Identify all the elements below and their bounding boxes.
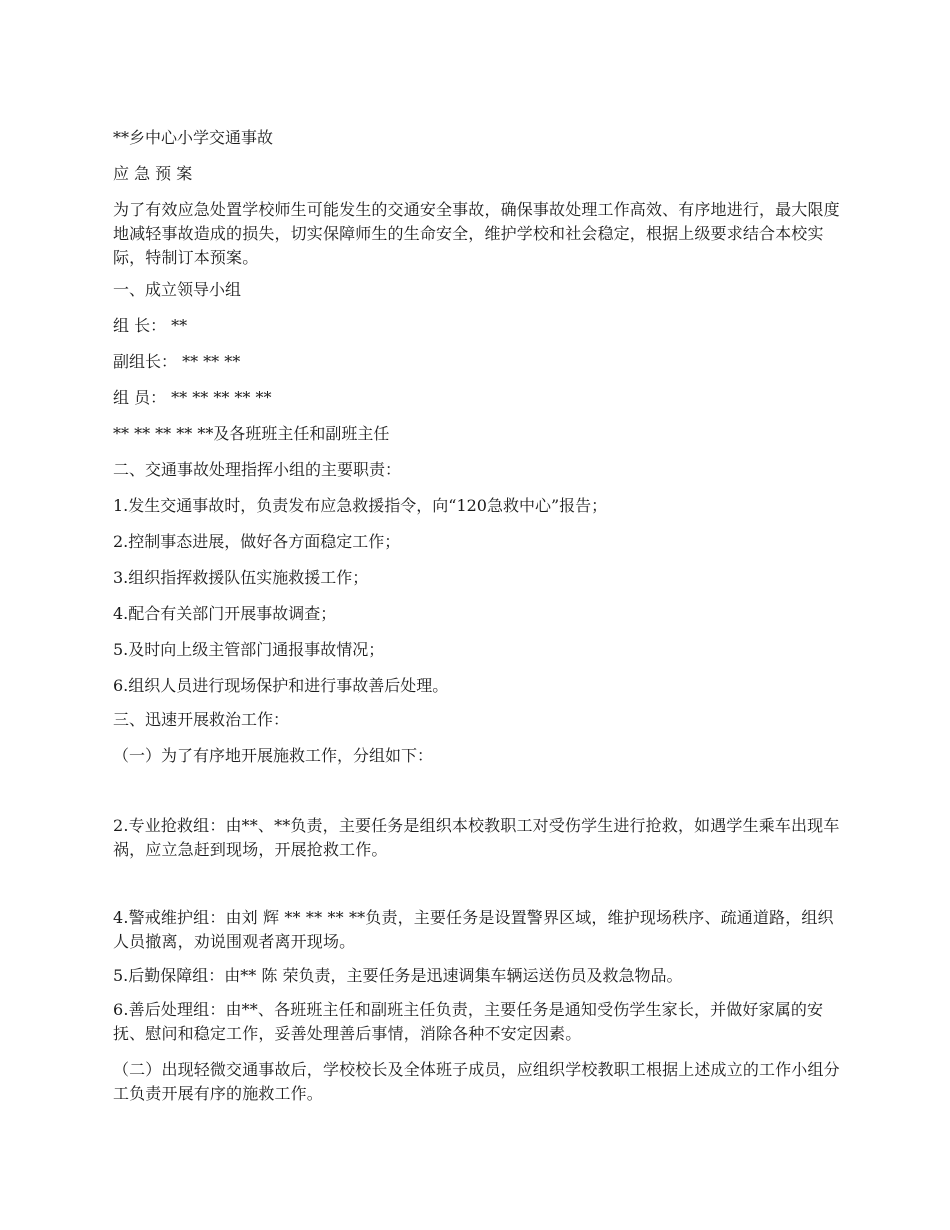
subsection2-paragraph: （二）出现轻微交通事故后，学校校长及全体班子成员，应组织学校教职工根据上述成立的工作小组分工负责开展有序的施救工作。 (113, 1060, 840, 1103)
rescue-group-paragraph: 2.专业抢救组：由**、**负责，主要任务是组织本校教职工对受伤学生进行抢救，如遇学生乘车出现车祸，应立急赶到现场，开展抢救工作。 (113, 816, 840, 859)
guard-group-paragraph: 4.警戒维护组：由刘 辉 ** ** ** **负责，主要任务是设置警界区域，维护现场秩序、疏通道路，组织人员撤离，劝说围观者离开现场。 (113, 908, 834, 951)
logistics-group-line: 5.后勤保障组：由** 陈 荣负责，主要任务是迅速调集车辆运送伤员及救急物品。 (113, 966, 683, 985)
duty-item: 2.控制事态进展，做好各方面稳定工作； (113, 532, 401, 551)
leader-line: 组 长： ** (113, 316, 188, 335)
section2-heading: 二、交通事故处理指挥小组的主要职责： (113, 460, 402, 479)
members-line: 组 员： ** ** ** ** ** (113, 388, 272, 407)
duty-item: 4.配合有关部门开展事故调查； (113, 604, 337, 623)
section3-heading: 三、迅速开展救治工作： (113, 710, 290, 729)
duty-item: 3.组织指挥救援队伍实施救援工作； (113, 568, 369, 587)
duty-item: 6.组织人员进行现场保护和进行事故善后处理。 (113, 676, 449, 695)
document-subtitle: 应 急 预 案 (113, 164, 193, 183)
duty-item: 5.及时向上级主管部门通报事故情况； (113, 640, 385, 659)
duty-item: 1.发生交通事故时，负责发布应急救援指令，向“120急救中心”报告； (113, 496, 608, 515)
document-title: **乡中心小学交通事故 (113, 128, 274, 147)
members-continued-line: ** ** ** ** **及各班班主任和副班主任 (113, 424, 390, 443)
section1-heading: 一、成立领导小组 (113, 280, 242, 299)
aftercare-group-paragraph: 6.善后处理组：由**、各班班主任和副班主任负责，主要任务是通知受伤学生家长，并做好家属的安抚、慰问和稳定工作，妥善处理善后事情，消除各种不安定因素。 (113, 1000, 824, 1043)
subsection1-line: （一）为了有序地开展施救工作，分组如下： (113, 746, 434, 765)
intro-paragraph: 为了有效应急处置学校师生可能发生的交通安全事故，确保事故处理工作高效、有序地进行，最大限度地减轻事故造成的损失，切实保障师生的生命安全，维护学校和社会稳定，根据上级要求结合本校实际，特制订本预案。 (113, 200, 840, 267)
deputy-line: 副组长： ** ** ** (113, 352, 241, 371)
